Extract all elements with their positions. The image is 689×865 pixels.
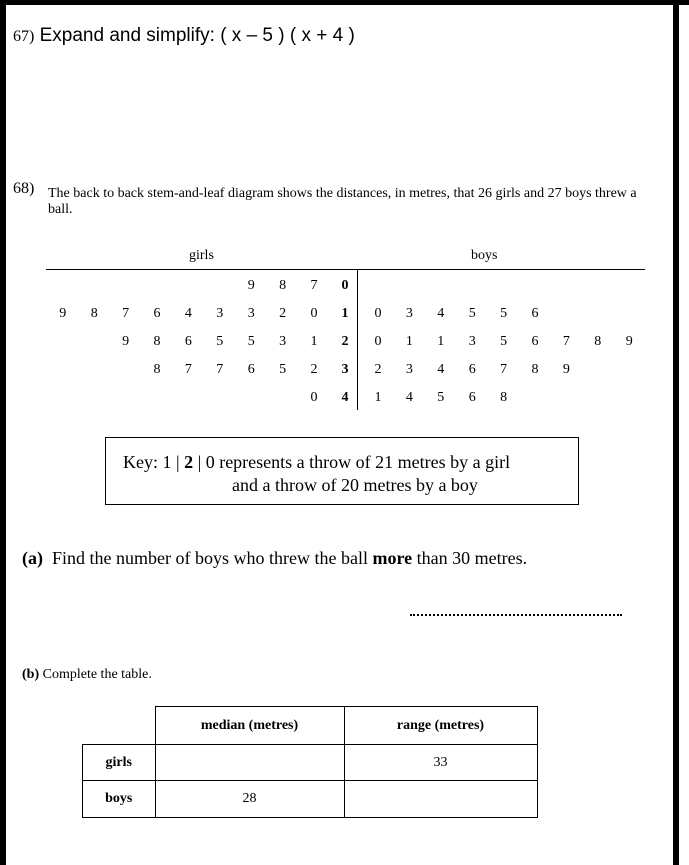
girls-leaf: 5	[279, 362, 287, 377]
key-line-2: and a throw of 20 metres by a boy	[232, 475, 478, 495]
boys-leaf: 7	[562, 334, 570, 349]
stem-leaf-divider	[357, 269, 358, 410]
part-b-text: Complete the table.	[42, 667, 152, 682]
part-a-text-before: Find the number of boys who threw the ball	[52, 548, 373, 568]
boys-leaf: 9	[625, 334, 633, 349]
table-row	[83, 745, 538, 781]
girls-leaf: 0	[310, 390, 318, 405]
boys-leaf: 6	[531, 306, 539, 321]
girls-leaf: 3	[247, 306, 255, 321]
boys-leaf: 8	[594, 334, 602, 349]
girls-leaf: 3	[279, 334, 287, 349]
girls-leaf: 7	[122, 306, 130, 321]
boys-leaf: 3	[468, 334, 476, 349]
girls-leaf: 2	[279, 306, 287, 321]
key-line-1	[123, 452, 510, 473]
boys-leaf: 5	[500, 334, 508, 349]
part-a-label: (a)	[22, 548, 43, 568]
table-row	[83, 781, 538, 818]
stem-value: 1	[341, 306, 349, 321]
girls-leaf: 4	[184, 306, 192, 321]
boys-leaf: 4	[437, 306, 445, 321]
page-border-left	[0, 0, 6, 865]
boys-leaf: 3	[405, 306, 413, 321]
part-b	[22, 667, 152, 683]
table-corner	[83, 707, 156, 745]
boys-leaf: 8	[500, 390, 508, 405]
table-row-label: boys	[83, 781, 156, 818]
boys-leaf: 5	[500, 306, 508, 321]
girls-median-cell[interactable]	[155, 745, 344, 781]
answer-table	[82, 706, 538, 818]
table-header-median: median (metres)	[155, 707, 344, 745]
boys-leaf: 6	[468, 390, 476, 405]
boys-leaf: 3	[405, 362, 413, 377]
page-border-top	[0, 0, 689, 5]
girls-leaf: 8	[153, 334, 161, 349]
girls-leaf: 6	[153, 306, 161, 321]
question-68-number: 68)	[13, 180, 35, 197]
girls-leaf: 5	[247, 334, 255, 349]
boys-leaf: 9	[562, 362, 570, 377]
answer-line[interactable]	[410, 614, 622, 616]
stem-value: 3	[341, 362, 349, 377]
stem-value: 2	[341, 334, 349, 349]
girls-leaf: 5	[216, 334, 224, 349]
question-68-intro: The back to back stem-and-leaf diagram shows the distances, in metres, that 26 girls and 27 boys threw a ball.	[48, 186, 637, 217]
girls-leaf: 8	[153, 362, 161, 377]
part-a	[22, 548, 527, 569]
stem-leaf-header-rule	[46, 269, 645, 270]
boys-leaf: 4	[405, 390, 413, 405]
girls-leaf: 8	[90, 306, 98, 321]
question-67-text: Expand and simplify: ( x – 5 ) ( x + 4 )	[39, 25, 355, 46]
girls-leaf: 9	[59, 306, 67, 321]
boys-leaf: 2	[374, 362, 382, 377]
page-border-right	[673, 0, 679, 865]
girls-leaf: 6	[184, 334, 192, 349]
stem-value: 0	[341, 278, 349, 293]
question-67-number: 67)	[13, 28, 35, 45]
key-prefix: Key: 1 |	[123, 452, 185, 472]
boys-median-cell: 28	[155, 781, 344, 818]
boys-leaf: 1	[405, 334, 413, 349]
girls-leaf: 7	[310, 278, 318, 293]
girls-header: girls	[189, 248, 214, 263]
part-a-bold-word: more	[372, 548, 413, 568]
boys-range-cell[interactable]	[344, 781, 537, 818]
key-line-1-rest: | 0 represents a throw of 21 metres by a girl	[193, 452, 511, 472]
table-header-range: range (metres)	[344, 707, 537, 745]
boys-leaf: 7	[500, 362, 508, 377]
girls-leaf: 0	[310, 306, 318, 321]
boys-leaf: 4	[437, 362, 445, 377]
girls-leaf: 7	[184, 362, 192, 377]
girls-leaf: 3	[216, 306, 224, 321]
girls-leaf: 9	[122, 334, 130, 349]
girls-leaf: 1	[310, 334, 318, 349]
girls-leaf: 8	[279, 278, 287, 293]
girls-range-cell: 33	[344, 745, 537, 781]
boys-leaf: 8	[531, 362, 539, 377]
girls-leaf: 6	[247, 362, 255, 377]
question-67	[13, 25, 355, 47]
key-bold-stem: 2	[184, 452, 194, 472]
boys-leaf: 5	[437, 390, 445, 405]
boys-leaf: 0	[374, 334, 382, 349]
boys-leaf: 6	[531, 334, 539, 349]
boys-leaf: 5	[468, 306, 476, 321]
boys-header: boys	[471, 248, 498, 263]
part-b-label: (b)	[22, 667, 40, 682]
boys-leaf: 1	[437, 334, 445, 349]
boys-leaf: 0	[374, 306, 382, 321]
girls-leaf: 2	[310, 362, 318, 377]
boys-leaf: 6	[468, 362, 476, 377]
girls-leaf: 9	[247, 278, 255, 293]
stem-value: 4	[341, 390, 349, 405]
part-a-text-after: than 30 metres.	[412, 548, 528, 568]
girls-leaf: 7	[216, 362, 224, 377]
table-row-label: girls	[83, 745, 156, 781]
boys-leaf: 1	[374, 390, 382, 405]
